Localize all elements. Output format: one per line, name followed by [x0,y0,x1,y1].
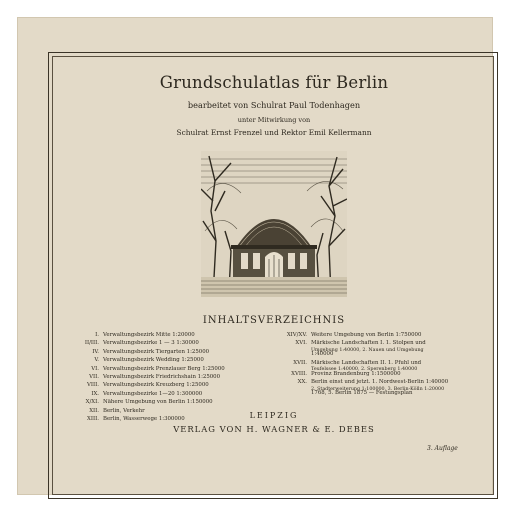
toc-text: Verwaltungsbezirk Mitte 1:20000 [103,332,195,338]
toc-number: VI. [91,365,99,372]
toc-text: Provinz Brandenburg 1:1500000 [311,370,401,377]
edition-note: 3. Auflage [427,445,458,452]
toc-number: V. [94,357,99,364]
toc-number: XII. [89,407,99,414]
toc-text: Verwaltungsbezirke 1 — 3 1:30000 [103,340,199,347]
atlas-title: Grundschulatlas für Berlin [159,73,389,92]
assist-line: unter Mitwirkung von [237,116,311,124]
author-credit: bearbeitet von Schulrat Paul Todenhagen [187,100,361,110]
toc-number: IV. [92,348,99,355]
toc-number: I. [95,332,99,338]
toc-text: Märkische Landschaften II. 1. Pfuhl und [311,359,422,366]
toc-number: VIII. [87,382,99,389]
toc-text: Märkische Landschaften I. 1. Stolpen und [311,340,426,347]
toc-entry [283,391,483,399]
toc-text: Berlin einst und jetzt. 1. Nordwest-Berlin 1:40000 [311,379,449,386]
toc-text: Verwaltungsbezirk Tiergarten 1:25000 [103,348,210,355]
pavilion-etching [201,151,347,297]
imprint-city: LEIPZIG [249,411,299,420]
toc-number: X/XI. [85,399,99,406]
toc-number: XIV/XV. [286,332,307,338]
toc-number: XX. [297,379,307,386]
toc-continuation: 2. Stadterweiterung 1:100000, 3. Berlin-Kölln 1:20000 [311,386,445,392]
toc-number: XVIII. [291,370,307,377]
toc-number: IX. [91,390,99,397]
toc-text: Berlin, Wasserwege 1:300000 [103,415,185,422]
toc-text: Verwaltungsbezirk Prenzlauer Berg 1:25000 [103,365,225,372]
toc-number: II/III. [84,340,99,347]
toc-text: Verwaltungsbezirke 1—20 1:300000 [103,390,203,397]
toc-text: Berlin, Verkehr [103,407,145,414]
toc-number: XVII. [293,359,307,366]
imprint-publisher: VERLAG VON H. WAGNER & E. DEBES [173,424,375,434]
toc-text: Verwaltungsbezirk Kreuzberg 1:25000 [103,382,209,389]
toc-number: XVI. [295,340,307,347]
toc-text: 1:40000 [311,351,334,358]
atlas-cover-sheet [18,18,492,494]
toc-heading: INHALTSVERZEICHNIS [202,315,346,326]
toc-text: Weitere Umgebung von Berlin 1:750000 [311,332,422,338]
toc-text: 1768, 5. Berlin 1875 — Festungsplan [311,390,413,397]
toc-text: Verwaltungsbezirk Friedrichshain 1:25000 [103,373,221,380]
border-frame [48,52,498,499]
toc-text: Nähere Umgebung von Berlin 1:150000 [103,399,213,406]
toc-number: XIII. [87,415,99,422]
toc-continuation: Teufelssee 1:40000, 2. Sperenberg 1:40000 [311,367,418,373]
toc-number: VII. [89,373,99,380]
toc-continuation: Umgebung 1:40000, 2. Nauen und Umgebung [311,347,424,353]
toc-right-column [283,333,483,400]
assist-names: Schulrat Ernst Frenzel und Rektor Emil Kellermann [176,128,372,137]
toc-number [283,391,311,399]
toc-text: Verwaltungsbezirk Wedding 1:25000 [103,357,204,364]
